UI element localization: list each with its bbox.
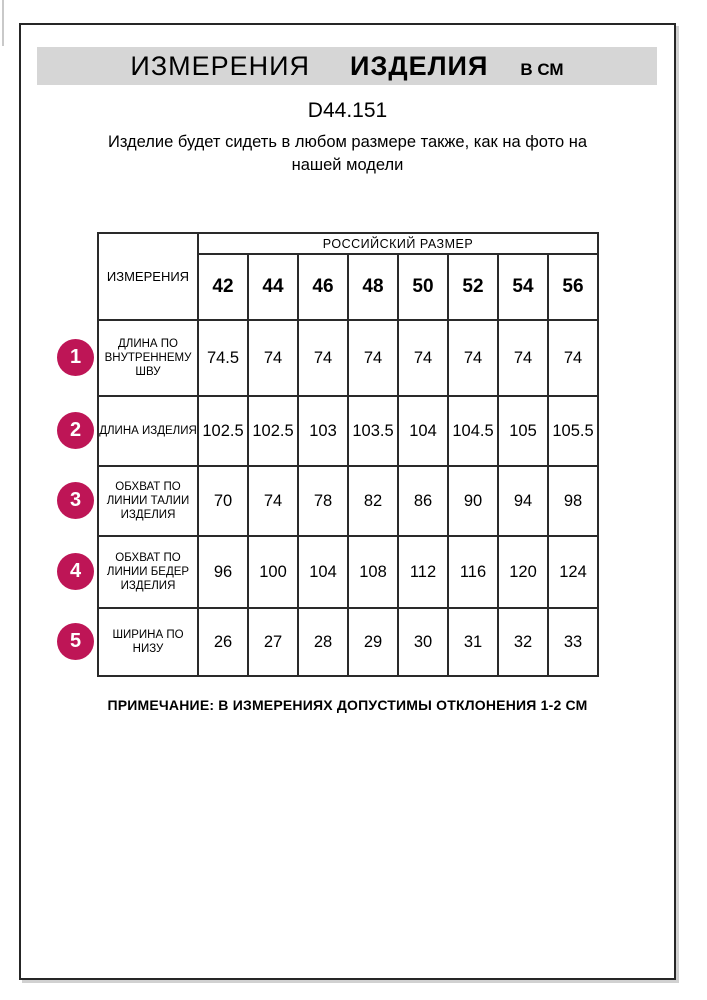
measurement-label: ОБХВАТ ПО ЛИНИИ ТАЛИИ ИЗДЕЛИЯ <box>98 466 198 536</box>
size-header: 52 <box>448 254 498 320</box>
row-number-badge-4: 4 <box>57 553 94 590</box>
measurement-value: 120 <box>498 536 548 608</box>
measurement-value: 100 <box>248 536 298 608</box>
measurement-value: 94 <box>498 466 548 536</box>
measurement-value: 104.5 <box>448 396 498 466</box>
page-title-bold: ИЗДЕЛИЯ <box>350 51 489 81</box>
measurement-label: ДЛИНА ИЗДЕЛИЯ <box>98 396 198 466</box>
tolerance-note: ПРИМЕЧАНИЕ: В ИЗМЕРЕНИЯХ ДОПУСТИМЫ ОТКЛОНЕНИЯ 1-2 СМ <box>107 697 588 713</box>
measurement-value: 104 <box>298 536 348 608</box>
measurement-value: 103.5 <box>348 396 398 466</box>
measurement-value: 116 <box>448 536 498 608</box>
fit-subtitle: Изделие будет сидеть в любом размере также, как на фото на нашей модели <box>107 133 588 174</box>
measurement-value: 102.5 <box>198 396 248 466</box>
measurement-value: 74.5 <box>198 320 248 396</box>
measurement-value: 103 <box>298 396 348 466</box>
measurement-value: 27 <box>248 608 298 676</box>
measurement-value: 90 <box>448 466 498 536</box>
measurement-value: 26 <box>198 608 248 676</box>
measurement-value: 30 <box>398 608 448 676</box>
measurements-column-header: ИЗМЕРЕНИЯ <box>98 233 198 320</box>
measurement-value: 33 <box>548 608 598 676</box>
table-row <box>98 396 598 466</box>
measurement-value: 74 <box>548 320 598 396</box>
units-label: В СМ <box>520 60 564 79</box>
size-header: 50 <box>398 254 448 320</box>
measurement-value: 105.5 <box>548 396 598 466</box>
measurement-value: 74 <box>398 320 448 396</box>
measurement-value: 105 <box>498 396 548 466</box>
measurement-value: 74 <box>248 466 298 536</box>
measurement-label: ДЛИНА ПО ВНУТРЕННЕМУ ШВУ <box>98 320 198 396</box>
row-number-badge-5: 5 <box>57 623 94 660</box>
page-title: ИЗМЕРЕНИЯ <box>130 51 311 81</box>
measurement-value: 112 <box>398 536 448 608</box>
measurement-value: 74 <box>248 320 298 396</box>
measurement-value: 74 <box>448 320 498 396</box>
size-header: 54 <box>498 254 548 320</box>
measurement-value: 74 <box>298 320 348 396</box>
measurement-value: 108 <box>348 536 398 608</box>
size-header: 42 <box>198 254 248 320</box>
measurement-sheet <box>19 23 676 980</box>
measurement-label: ОБХВАТ ПО ЛИНИИ БЕДЕР ИЗДЕЛИЯ <box>98 536 198 608</box>
title-banner <box>37 47 657 85</box>
measurement-value: 74 <box>348 320 398 396</box>
measurement-value: 70 <box>198 466 248 536</box>
table-row <box>98 608 598 676</box>
row-number-badge-2: 2 <box>57 412 94 449</box>
measurement-value: 29 <box>348 608 398 676</box>
measurement-value: 78 <box>298 466 348 536</box>
measurement-value: 28 <box>298 608 348 676</box>
measurement-value: 82 <box>348 466 398 536</box>
row-number-badge-3: 3 <box>57 482 94 519</box>
size-measurements-table <box>97 232 599 677</box>
measurement-value: 31 <box>448 608 498 676</box>
measurement-value: 32 <box>498 608 548 676</box>
size-header: 44 <box>248 254 298 320</box>
measurement-label: ШИРИНА ПО НИЗУ <box>98 608 198 676</box>
table-row <box>98 466 598 536</box>
scan-edge-artifact <box>2 0 4 46</box>
table-row <box>98 320 598 396</box>
row-number-badge-1: 1 <box>57 339 94 376</box>
size-header: 48 <box>348 254 398 320</box>
measurement-value: 86 <box>398 466 448 536</box>
russian-size-group-header: РОССИЙСКИЙ РАЗМЕР <box>198 233 598 254</box>
measurement-value: 98 <box>548 466 598 536</box>
measurement-value: 102.5 <box>248 396 298 466</box>
measurement-value: 74 <box>498 320 548 396</box>
size-header: 56 <box>548 254 598 320</box>
model-code: D44.151 <box>307 99 388 122</box>
measurement-value: 104 <box>398 396 448 466</box>
measurement-value: 124 <box>548 536 598 608</box>
measurement-value: 96 <box>198 536 248 608</box>
size-header: 46 <box>298 254 348 320</box>
table-row <box>98 536 598 608</box>
